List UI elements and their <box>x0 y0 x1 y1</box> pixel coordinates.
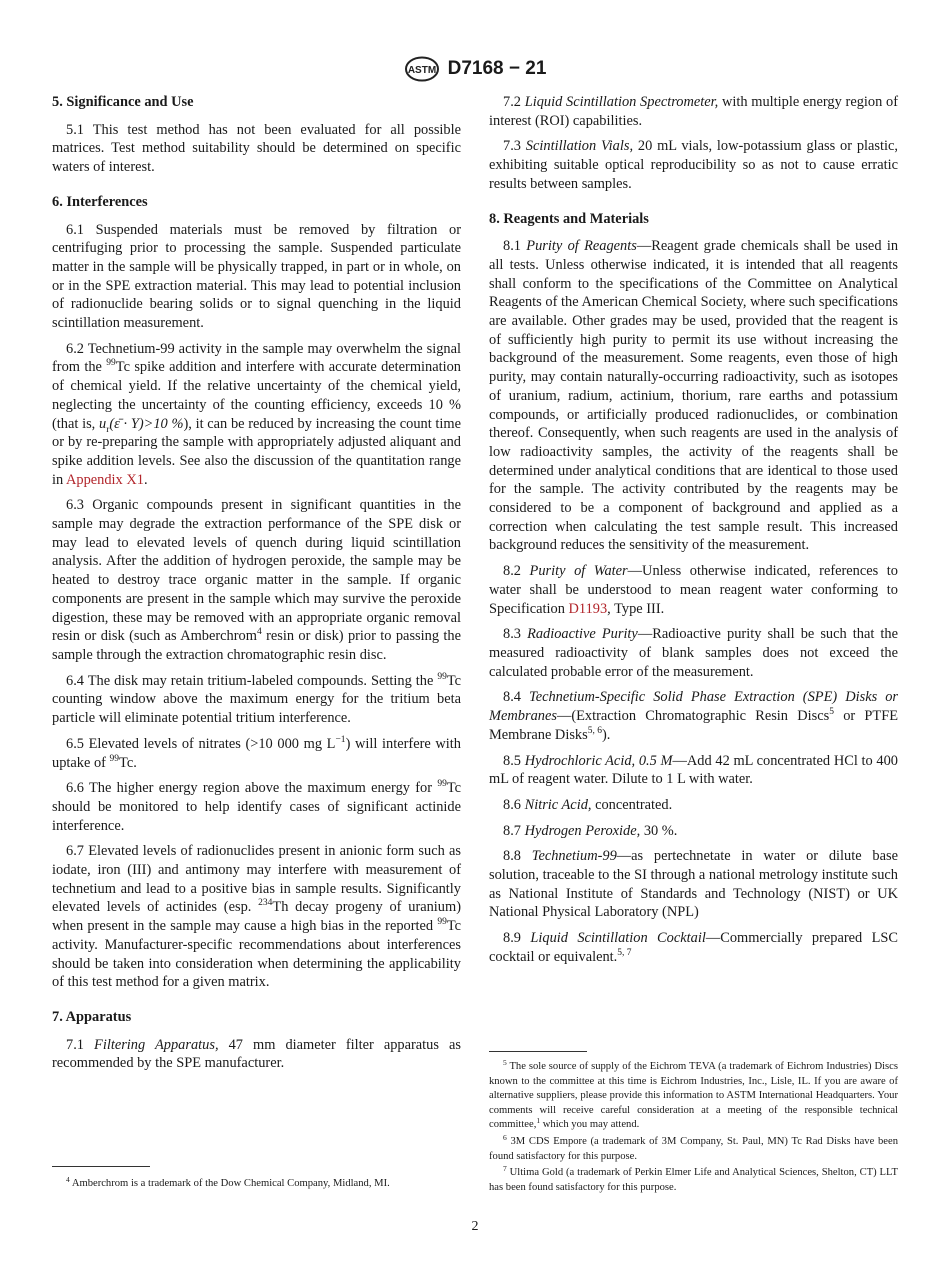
text-run: concentrated. <box>591 796 673 813</box>
text-run: 6. Interferences <box>52 193 148 210</box>
text-run: 6.7 Elevated levels of radionuclides present in anionic form such as iodate, iron (III) and antimony may interfere with measurement of technetium and lead to a positive bias in sample results. Significantly elevated levels of actinides (esp. <box>52 843 461 916</box>
text-run: 47 mm diameter filter apparatus as recommended by the SPE manufacturer. <box>52 1036 462 1072</box>
text-run: Tc spike addition and interfere with accurate determination of chemical yield. If the relative uncertainty of the chemical yield, neglecting the uncertainty of the counting efficiency, exceeds 10 % (that is, <box>52 359 461 432</box>
paragraph <box>52 121 461 177</box>
text-run: 5.1 This test method has not been evaluated for all possible matrices. Test method suitability should be determined on specific waters of interest. <box>52 121 461 176</box>
text-run: Technetium-99 <box>531 848 617 865</box>
text-run: 6.6 The higher energy region above the maximum energy for <box>66 780 438 797</box>
text-run: Th decay progeny of uranium) when present in the sample may cause a high bias in the reported <box>52 899 461 935</box>
paragraph <box>52 340 461 490</box>
superscript: 99 <box>109 753 120 764</box>
text-run: ). <box>601 726 611 743</box>
text-run: resin or disk) prior to passing the sample through the extraction chromatographic resin disc. <box>52 628 461 663</box>
paragraph <box>489 237 898 555</box>
paragraph <box>489 137 898 193</box>
text-run: or PTFE Membrane Disks <box>489 708 898 743</box>
astm-logo-icon <box>404 56 440 82</box>
paragraph <box>489 847 898 922</box>
text-run: Purity of Reagents <box>526 238 637 255</box>
footnote <box>489 1132 898 1164</box>
text-run: —Add 42 mL concentrated HCl to 400 mL of reagent water. Dilute to 1 L with water. <box>489 752 899 788</box>
text-run: . <box>143 471 148 488</box>
text-run: 6.4 The disk may retain tritium-labeled compounds. Setting the <box>66 672 438 689</box>
paragraph <box>489 688 898 744</box>
text-run: Filtering Apparatus, <box>94 1036 219 1053</box>
superscript: 5, 6 <box>587 725 602 736</box>
paragraph <box>489 562 898 618</box>
text-run: Tc counting window above the maximum energy for the tritium beta particle will eliminate potential tritium interference. <box>52 672 461 727</box>
text-run: —Unless otherwise indicated, references to water shall be understood to mean reagent water conforming to Specification <box>489 563 898 617</box>
text-run: 8. Reagents and Materials <box>489 210 649 227</box>
paragraph <box>52 672 461 728</box>
text-run: r <box>106 424 110 435</box>
cross-reference-link[interactable]: D1193 <box>568 600 608 617</box>
right-column <box>489 93 898 974</box>
superscript: 99 <box>437 917 447 928</box>
text-run: 7. Apparatus <box>52 1008 132 1025</box>
text-run: 8.4 <box>503 689 530 706</box>
section-heading <box>52 193 461 212</box>
text-run: Liquid Scintillation Spectrometer, <box>524 94 719 110</box>
paragraph <box>489 929 898 966</box>
paragraph <box>489 822 898 841</box>
text-run: —Reagent grade chemicals shall be used in all tests. Unless otherwise indicated, it is intended that all reagents shall conform to the specifications of the Committee on Analytical Reagents of the American Chemical Society, where such specifications are available. Other grades may be used, provided that the reagent is of sufficiently high purity to permit its use without increasing the background of the measurement. Some reagents, even those of high purity, may contain naturally-occurring radioactivity, such as isotopes of uranium, radium, actinium, thorium, rare earths and potassium compounds, or artificially produced radionuclides, or combination thereof. Consequently, when such reagents are used in the analysis of low radioactivity samples, the activity of the reagents shall be determined under analytical conditions that are identical to those used for the sample. The activity contributed by the reagents may be considered to be a component of background and applied as a correction when calculating the test sample result. This increased background reduces the sensitivity of the measurement. <box>489 238 899 554</box>
text-run: 8.3 <box>503 626 528 643</box>
section-heading <box>52 93 461 112</box>
text-run: Ultima Gold (a trademark of Perkin Elmer Life and Analytical Sciences, Shelton, CT) LLT has been found satisfactory for this purpose. <box>489 1167 898 1193</box>
page-number: 2 <box>471 1219 479 1234</box>
text-run: Liquid Scintillation Cocktail <box>530 930 706 947</box>
footnote <box>489 1060 898 1133</box>
text-run: 8.5 <box>503 752 525 769</box>
footnote-divider <box>489 1051 587 1052</box>
text-run: , Type III. <box>607 600 665 617</box>
left-column <box>52 93 461 1080</box>
text-run: Tc activity. Manufacturer-specific recommendations about interferences should be taken into consideration when determining the applicability of this test method for a given matrix. <box>52 918 461 991</box>
text-run: which you may attend. <box>540 1119 640 1131</box>
footnote-divider <box>52 1166 150 1167</box>
superscript: 5, 7 <box>617 947 632 958</box>
text-run: 3M CDS Empore (a trademark of 3M Company, St. Paul, MN) Tc Rad Disks have been found satisfactory for this purpose. <box>489 1135 898 1162</box>
superscript: 7 <box>503 1164 507 1174</box>
text-run: Tc. <box>119 754 137 771</box>
section-heading <box>52 1008 461 1027</box>
text-run: —Radioactive purity shall be such that the measured radioactivity of blank samples does not exceed the calculated probable error of the measurement. <box>489 626 898 680</box>
paragraph <box>489 752 898 789</box>
text-run: —Commercially prepared LSC cocktail or equivalent. <box>489 930 899 965</box>
superscript: 234 <box>258 898 273 909</box>
text-run: 8.2 <box>503 563 530 580</box>
text-run: Amberchrom is a trademark of the Dow Chemical Company, Midland, MI. <box>69 1178 390 1189</box>
right-footnotes <box>489 1060 898 1197</box>
text-run: 20 mL vials, low-potassium glass or plastic, exhibiting suitable optical reproducibility so as not to cause erratic results between samples. <box>489 138 898 192</box>
text-run: 30 %. <box>640 822 678 839</box>
text-run: The sole source of supply of the Eichrom TEVA (a trademark of Eichrom Industries) Discs known to the committee at this time is Eichrom Industries, Inc., Lisle, IL. If you are aware of alternative suppliers, please provide this information to ASTM International Headquarters. Your comments will receive careful consideration at a meeting of the responsible technical committee, <box>489 1061 898 1131</box>
paragraph <box>52 842 461 992</box>
text-run: —(Extraction Chromatographic Resin Discs <box>556 708 830 725</box>
superscript: 99 <box>106 358 116 369</box>
text-run: Tc should be monitored to help identify cases of significant actinide interference. <box>52 780 461 834</box>
text-run: 7.3 <box>503 138 526 155</box>
superscript: 4 <box>66 1175 70 1184</box>
paragraph <box>489 625 898 681</box>
text-run: (ε̄ · Y)>10 % <box>109 415 184 432</box>
paragraph <box>52 1036 461 1073</box>
text-run: 6.3 Organic compounds present in significant quantities in the sample may degrade the extraction performance of the SPE disk or may lead to elevated levels of quench during liquid scintillation analysis. After the addition of hydrogen peroxide, the sample may be heated to destroy trace organic matter in the sample. If organic components are present in the sample which may survive the peroxide digestion, these may be removed with an appropriate organic removal resin or disk (such as Amberchrom <box>52 497 461 645</box>
text-run: ), it can be reduced by increasing the count time or by re-preparing the sample with appropriately adjusted aliquant and spike addition levels. See also the discussion of the quantitation range in <box>52 415 462 488</box>
paragraph <box>52 496 461 664</box>
superscript: 4 <box>256 627 262 638</box>
document-designation: D7168 − 21 <box>447 58 547 79</box>
text-run: 6.5 Elevated levels of nitrates (>10 000 mg L <box>66 735 336 752</box>
text-run: Hydrogen Peroxide, <box>524 822 641 839</box>
superscript: −1 <box>335 734 346 745</box>
text-run: 8.7 <box>503 822 525 839</box>
text-run: —as pertechnetate in water or dilute base solution, traceable to the SI through a national metrology institute such as National Institute of Standards and Technology (NIST) or UK National Physical Laboratory (NPL) <box>489 848 898 921</box>
section-heading <box>489 210 898 229</box>
superscript: 99 <box>437 671 447 682</box>
footnote <box>489 1166 898 1195</box>
text-run: 8.9 <box>503 930 531 947</box>
superscript: 1 <box>536 1116 541 1126</box>
text-run: Nitric Acid, <box>524 796 592 813</box>
text-run: 6.2 Technetium-99 activity in the sample may overwhelm the signal from the <box>52 340 461 376</box>
text-run: u <box>99 415 107 432</box>
paragraph <box>52 221 461 333</box>
superscript: 5 <box>503 1058 507 1067</box>
paragraph <box>52 735 461 772</box>
paragraph <box>489 796 898 815</box>
text-run: 8.6 <box>503 796 525 813</box>
text-run: with multiple energy region of interest (ROI) capabilities. <box>489 94 898 129</box>
left-footnotes <box>52 1177 461 1194</box>
cross-reference-link[interactable]: Appendix X1 <box>66 471 144 488</box>
text-run: Technetium-Specific Solid Phase Extraction (SPE) Disks or Membranes <box>489 689 899 725</box>
text-run: Radioactive Purity <box>527 626 638 643</box>
text-run: 8.1 <box>503 238 527 255</box>
document-header <box>0 56 950 82</box>
svg-text:ASTM: ASTM <box>407 65 436 76</box>
footnote <box>52 1177 461 1192</box>
text-run: 5. Significance and Use <box>52 94 194 110</box>
text-run: Hydrochloric Acid, 0.5 M <box>524 752 673 769</box>
text-run: 7.1 <box>66 1036 95 1053</box>
text-run: Purity of Water <box>529 563 628 580</box>
paragraph <box>52 779 461 835</box>
superscript: 5 <box>829 707 834 718</box>
text-run: Scintillation Vials, <box>525 138 634 155</box>
text-run: ) will interfere with uptake of <box>52 735 461 771</box>
paragraph <box>489 93 898 130</box>
superscript: 99 <box>437 779 447 790</box>
text-run: 8.8 <box>503 848 532 865</box>
text-run: 7.2 <box>503 94 525 110</box>
text-run: 6.1 Suspended materials must be removed by filtration or centrifuging prior to processing the sample. Suspended particulate matter in the sample will be physically trapped, in part or in whole, on or in the SPE extraction material. This may lead to potential inclusion of radionuclide bearing solids or to signal quenching in the liquid scintillation measurement. <box>52 221 461 332</box>
superscript: 6 <box>503 1132 507 1142</box>
